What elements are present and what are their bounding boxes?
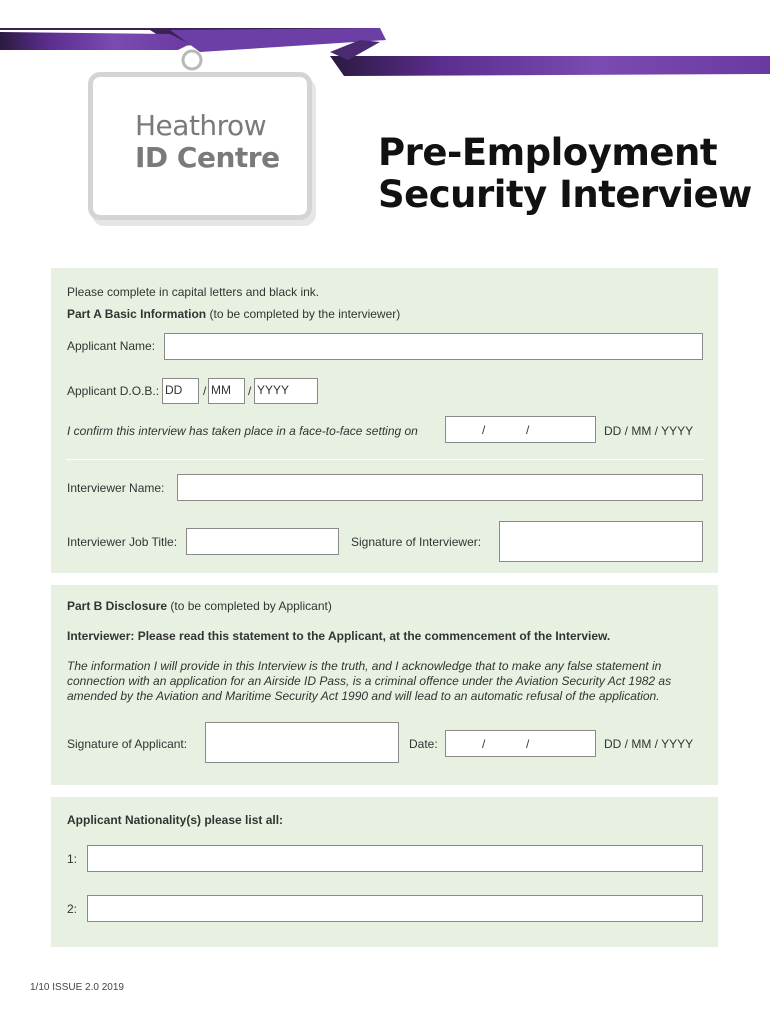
- applicant-name-field[interactable]: [164, 333, 703, 360]
- applicant-date-slash-1: /: [482, 737, 486, 751]
- applicant-date-format: DD / MM / YYYY: [604, 737, 694, 751]
- title-line-1: Pre-Employment: [378, 131, 718, 174]
- applicant-signature-label: Signature of Applicant:: [67, 737, 188, 751]
- logo-line-id-centre: ID Centre: [135, 141, 280, 174]
- dob-slash-1: /: [203, 384, 207, 398]
- interviewer-read-instruction: Interviewer: Please read this statement to the Applicant, at the commencement of the Interview.: [67, 629, 611, 643]
- interview-date-field[interactable]: [445, 416, 596, 443]
- part-b-heading: Part B Disclosure: [67, 599, 168, 613]
- nationality-heading: Applicant Nationality(s) please list all:: [67, 813, 284, 827]
- footer-issue-text: 1/10 ISSUE 2.0 2019: [30, 982, 124, 993]
- section-divider: [66, 459, 704, 460]
- disclosure-statement: The information I will provide in this Interview is the truth, and I acknowledge that to make any false statement in connection with an application for an Airside ID Pass, is a criminal offence under the Aviation Security Act 1982 as amended by the Aviation and Maritime Security Act 1990 and will lead to an automatic refusal of the application.: [67, 659, 672, 703]
- interviewer-name-label: Interviewer Name:: [67, 481, 165, 495]
- interviewer-signature-field[interactable]: [499, 521, 703, 562]
- part-a-heading-row: [67, 307, 400, 321]
- dob-label: Applicant D.O.B.:: [67, 384, 160, 398]
- nationality-field-2[interactable]: [87, 895, 703, 922]
- part-a-heading: Part A Basic Information: [67, 307, 207, 321]
- page-title: [378, 132, 752, 216]
- dob-month-field[interactable]: [208, 378, 245, 404]
- applicant-signature-field[interactable]: [205, 722, 399, 763]
- part-b-heading-note: (to be completed by Applicant): [170, 599, 332, 613]
- interviewer-job-title-label: Interviewer Job Title:: [67, 535, 178, 549]
- heathrow-id-badge-logo: [88, 72, 312, 220]
- dob-month-placeholder: MM: [211, 383, 231, 397]
- interview-date-slash-2: /: [526, 423, 530, 437]
- part-a-heading-note: (to be completed by the interviewer): [209, 307, 401, 321]
- interviewer-signature-label: Signature of Interviewer:: [351, 535, 482, 549]
- interviewer-name-field[interactable]: [177, 474, 703, 501]
- applicant-date-label: Date:: [409, 737, 438, 751]
- dob-day-field[interactable]: [162, 378, 199, 404]
- interview-date-slash-1: /: [482, 423, 486, 437]
- applicant-date-field[interactable]: [445, 730, 596, 757]
- interviewer-job-title-field[interactable]: [186, 528, 339, 555]
- dob-slash-2: /: [248, 384, 252, 398]
- face-to-face-confirm-text: I confirm this interview has taken place in a face-to-face setting on: [67, 424, 418, 438]
- dob-year-field[interactable]: [254, 378, 318, 404]
- dob-day-placeholder: DD: [165, 383, 183, 397]
- applicant-name-label: Applicant Name:: [67, 339, 156, 353]
- nationality-field-1[interactable]: [87, 845, 703, 872]
- interview-date-format: DD / MM / YYYY: [604, 424, 694, 438]
- logo-line-heathrow: Heathrow: [135, 109, 267, 142]
- nationality-row-2-label: 2:: [67, 902, 78, 916]
- title-line-2: Security Interview: [378, 173, 752, 216]
- instruction-text: Please complete in capital letters and black ink.: [67, 285, 320, 299]
- part-b-heading-row: [67, 599, 332, 613]
- nationality-row-1-label: 1:: [67, 852, 78, 866]
- applicant-date-slash-2: /: [526, 737, 530, 751]
- dob-year-placeholder: YYYY: [257, 383, 290, 397]
